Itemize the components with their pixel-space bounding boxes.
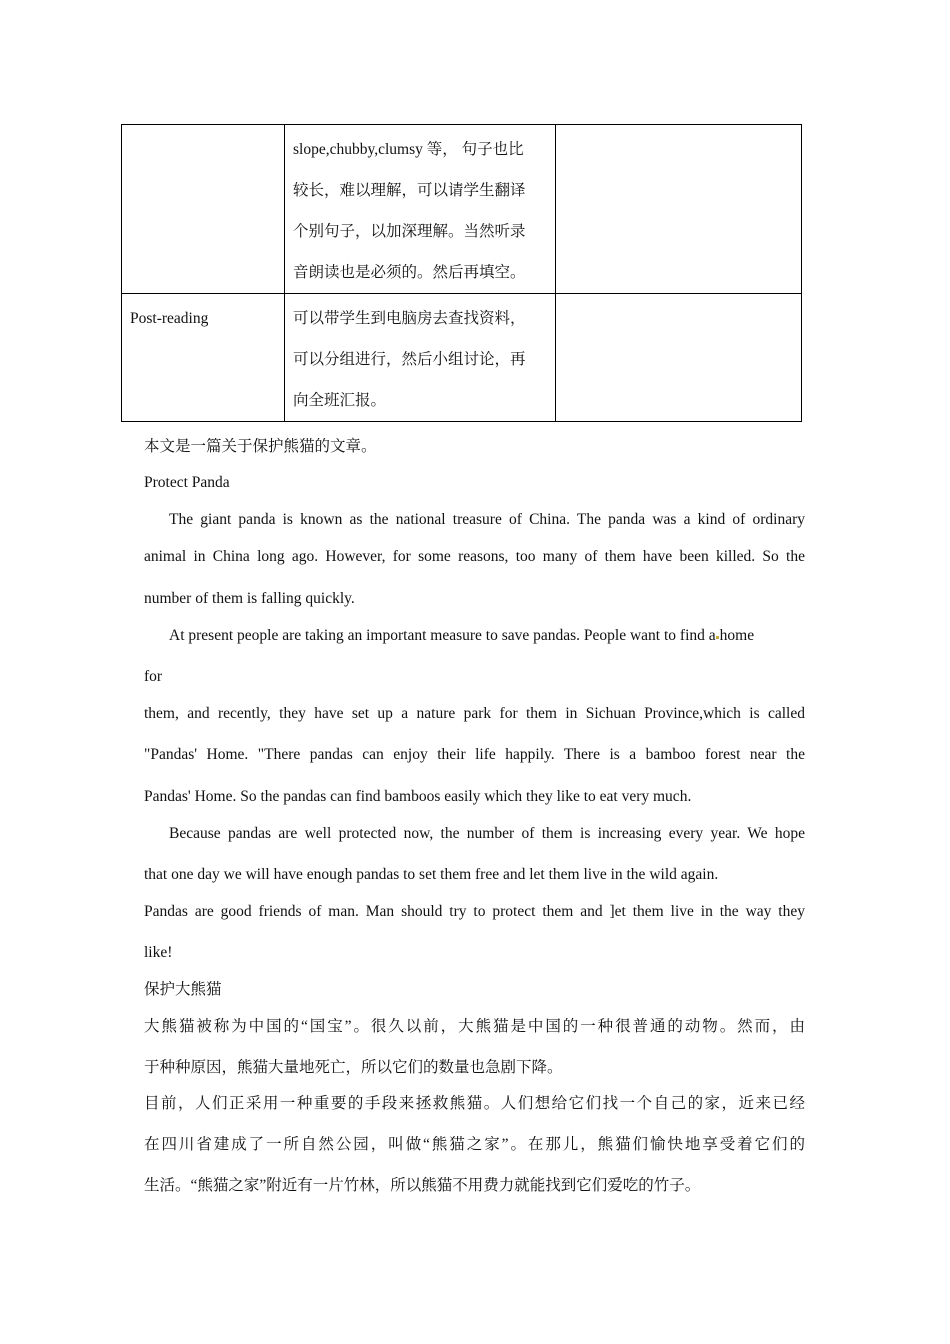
stage-cell: Post-reading (122, 294, 285, 422)
english-line: animal in China long ago. However, for some reasons, too many of them have been killed. So the (144, 548, 805, 565)
english-line: like! (144, 944, 173, 961)
table-row (122, 294, 802, 422)
method-line: 可以带学生到电脑房去查找资料， (293, 310, 526, 327)
english-line: Pandas' Home. So the pandas can find bamboos easily which they like to eat very much. (144, 788, 692, 805)
english-line: that one day we will have enough pandas to set them free and let them live in the wild again. (144, 866, 719, 883)
chinese-line: 生活。“熊猫之家”附近有一片竹林，所以熊猫不用费力就能找到它们爱吃的竹子。 (144, 1177, 701, 1194)
english-line: them, and recently, they have set up a nature park for them in Sichuan Province,which is called (144, 705, 805, 722)
english-line: "Pandas' Home. "There pandas can enjoy their life happily. There is a bamboo forest near the (144, 746, 805, 763)
english-line-text: At present people are taking an important measure to save pandas. People want to find a (169, 627, 716, 644)
english-line (169, 626, 805, 646)
english-line: The giant panda is known as the national treasure of China. The panda was a kind of ordinary (169, 511, 805, 528)
english-line: for (144, 668, 163, 685)
stage-cell (122, 125, 285, 294)
method-line: 音朗读也是必须的。然后再填空。 (293, 264, 526, 281)
chinese-line: 目前，人们正采用一种重要的手段来拯救熊猫。人们想给它们找一个自己的家，近来已经 (144, 1095, 805, 1112)
english-line: Pandas are good friends of man. Man should try to protect them and ]et them live in the way they (144, 903, 805, 920)
method-line: 可以分组进行，然后小组讨论，再 (293, 351, 526, 368)
method-cell (285, 294, 556, 422)
table-row (122, 125, 802, 294)
note-cell (556, 125, 802, 294)
english-title: Protect Panda (144, 474, 230, 491)
english-line: Because pandas are well protected now, the number of them is increasing every year. We hope (169, 825, 805, 842)
chinese-line: 在四川省建成了一所自然公园，叫做“熊猫之家”。在那儿，熊猫们愉快地享受着它们的 (144, 1136, 805, 1153)
english-line: number of them is falling quickly. (144, 590, 355, 607)
method-line: slope,chubby,clumsy 等， 句子也比 (293, 141, 524, 158)
english-line-word: home (719, 627, 755, 644)
lesson-plan-table (121, 124, 802, 422)
chinese-title: 保护大熊猫 (144, 981, 222, 998)
intro-text: 本文是一篇关于保护熊猫的文章。 (144, 438, 377, 455)
method-line: 个别句子，以加深理解。当然听录 (293, 223, 526, 240)
chinese-line: 大熊猫被称为中国的“国宝”。很久以前，大熊猫是中国的一种很普通的动物。然而，由 (144, 1018, 805, 1035)
ink-mark (716, 636, 719, 639)
note-cell (556, 294, 802, 422)
method-line: 较长，难以理解，可以请学生翻译 (293, 182, 526, 199)
method-line: 向全班汇报。 (293, 392, 387, 409)
method-cell (285, 125, 556, 294)
chinese-line: 于种种原因，熊猫大量地死亡，所以它们的数量也急剧下降。 (144, 1059, 563, 1076)
